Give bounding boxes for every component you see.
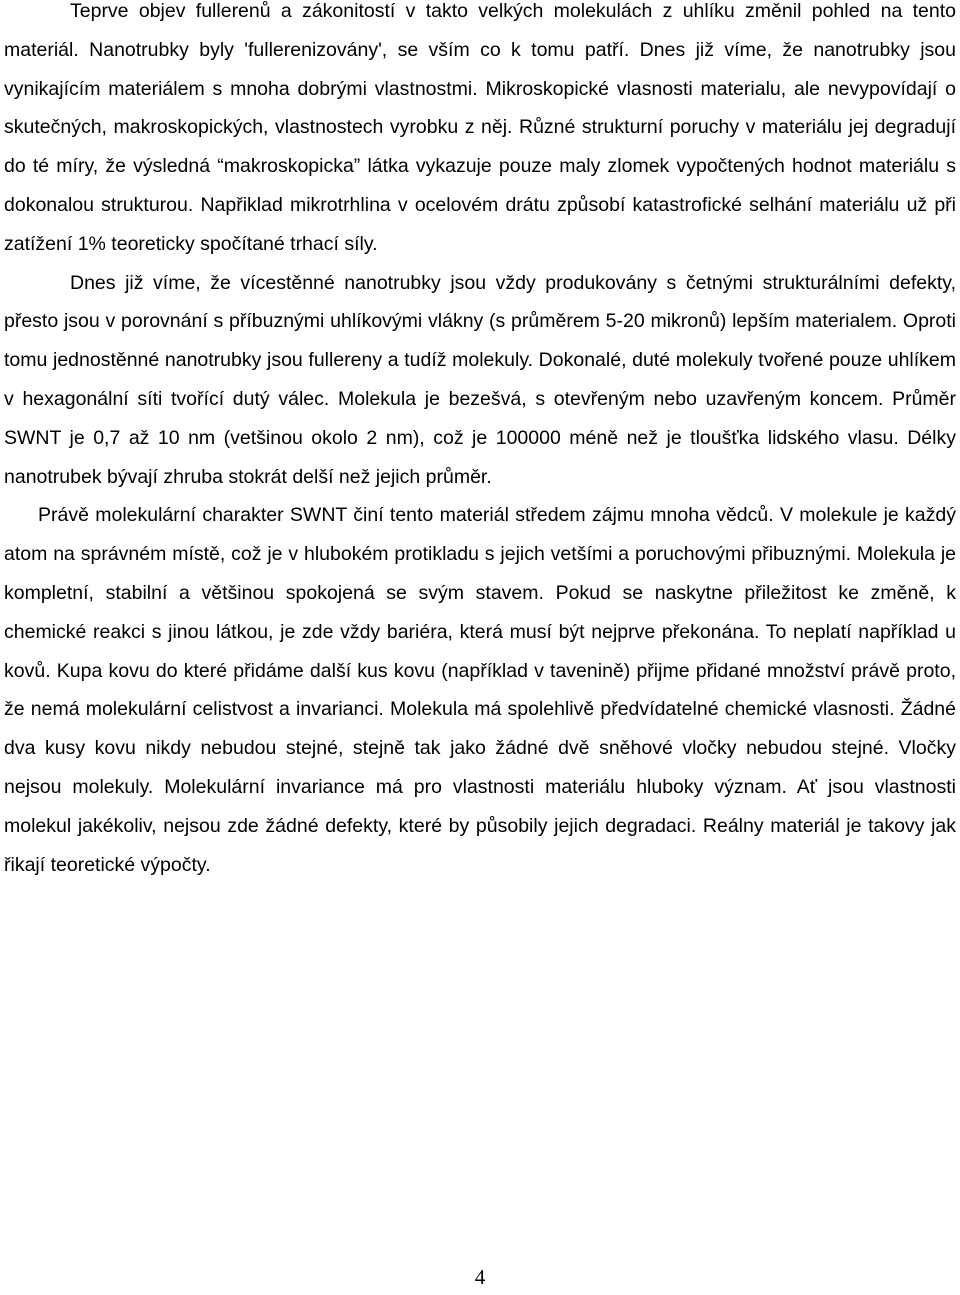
page-number: 4 [474, 1265, 486, 1289]
paragraph-fullerenes-history: Teprve objev fullerenů a zákonitostí v takto velkých molekulách z uhlíku změnil pohled na tento materiál. Nanotrubky byly 'fullerenizovány', se vším co k tomu patří. Dnes již víme, že nanotrubky jsou vynikajícím materiálem s mnoha dobrými vlastnostmi. Mikroskopické vlasnosti materialu, ale nevypovídají o skutečných, makroskopických, vlastnostech vyrobku z něj. Různé strukturní poruchy v materiálu jej degradují do té míry, že výsledná “makroskopicka” látka vykazuje pouze maly zlomek vypočtených hodnot materiálu s dokonalou strukturou. Napřiklad mikrotrhlina v ocelovém drátu způsobí katastrofické selhání materiálu už při zatížení 1% teoreticky spočítané trhací síly. [4, 0, 956, 255]
paragraph-molecular-character: Právě molekulární charakter SWNT činí tento materiál středem zájmu mnoha vědců. V molekule je každý atom na správném místě, což je v hlubokém protikladu s jejich vetšími a poruchovými přibuznými. Molekula je kompletní, stabilní a většinou spokojená se svým stavem. Pokud se naskytne přiležitost ke změně, k chemické reakci s jinou látkou, je zde vždy bariéra, která musí být nejprve překonána. To neplatí například u kovů. Kupa kovu do které přidáme další kus kovu (například v tavenině) přijme přidané množství právě proto, že nemá molekulární celistvost a invarianci. Molekula má spolehlivě předvídatelné chemické vlasnosti. Žádné dva kusy kovu nikdy nebudou stejné, stejně tak jako žádné dvě sněhové vločky nebudou stejné. Vločky nejsou molekuly. Molekulární invariance má pro vlastnosti materiálu hluboky význam. Ať jsou vlastnosti molekul jakékoliv, nejsou zde žádné defekty, které by působily jejich degradaci. Reálny materiál je takovy jak řikají teoretické výpočty. [4, 504, 956, 876]
paragraph-multiwall-nanotubes: Dnes již víme, že vícestěnné nanotrubky jsou vždy produkovány s četnými strukturálními defekty, přesto jsou v porovnání s příbuznými uhlíkovými vlákny (s průměrem 5-20 mikronů) lepším materialem. Oproti tomu jednostěnné nanotrubky jsou fullereny a tudíž molekuly. Dokonalé, duté molekuly tvořené pouze uhlíkem v hexagonální síti tvořící dutý válec. Molekula je bezešvá, s otevřeným nebo uzavřeným koncem. Průměr SWNT je 0,7 až 10 nm (vetšinou okolo 2 nm), což je 100000 méně než je tloušťka lidského vlasu. Délky nanotrubek bývají zhruba stokrát delší než jejich průměr. [4, 271, 956, 488]
document-page [4, 0, 956, 884]
